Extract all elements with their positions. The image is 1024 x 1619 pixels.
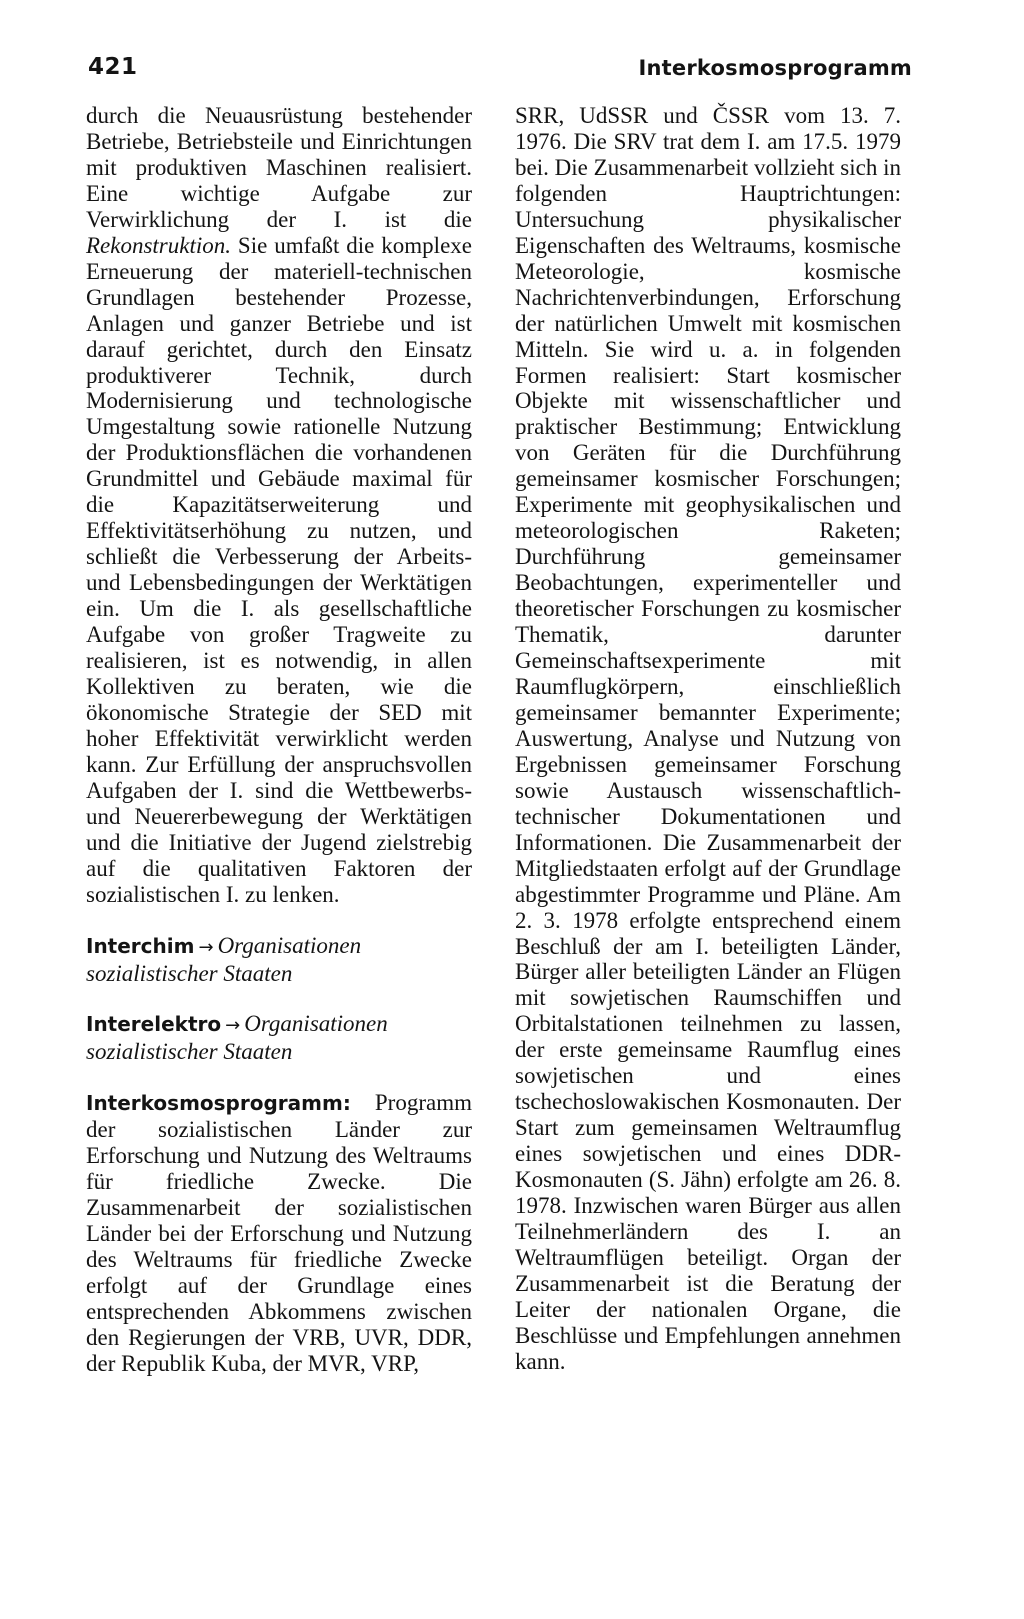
headword-interchim: Interchim [86, 933, 195, 958]
running-title: Interkosmosprogramm [638, 56, 912, 80]
left-column [86, 103, 472, 1377]
cross-reference-interelektro: Organisationen sozialistischer Staaten [86, 1011, 388, 1065]
entry-interchim [86, 933, 472, 987]
entry-interkosmosprogramm [86, 1090, 472, 1376]
entry-interelektro [86, 1011, 472, 1065]
italic-term-rekonstruktion: Rekonstruktion. [86, 232, 231, 258]
continuation-text-start: durch die Neuausrüstung bestehender Betriebe, Betriebsteile und Einrichtungen mit produktiven Maschinen realisiert. Eine wichtige Aufgabe zur Verwirklichung der I. ist die [86, 103, 472, 232]
continuation-text-end: Sie umfaßt die komplexe Erneuerung der materiell-technischen Grundlagen bestehender Prozesse, Anlagen und ganzer Betriebe und ist darauf gerichtet, durch den Einsatz produktiverer Technik, durch Modernisierung und technologische Umgestaltung sowie rationelle Nutzung der Produktionsflächen die vorhandenen Grundmittel und Gebäude maximal für die Kapazitätserweiterung und Effektivitätserhöhung zu nutzen, und schließt die Verbesserung der Arbeits- und Lebensbedingungen der Werktätigen ein. Um die I. als gesellschaftliche Aufgabe von großer Tragweite zu realisieren, ist es notwendig, in allen Kollektiven zu beraten, wie die ökonomische Strategie der SED mit hoher Effektivität verwirklicht werden kann. Zur Erfüllung der anspruchsvollen Aufgaben der I. sind die Wettbewerbs- und Neuererbewegung der Werktätigen und die Initiative der Jugend zielstrebig auf die qualitativen Faktoren der sozialistischen I. zu lenken. [86, 232, 472, 907]
cross-reference-interchim: Organisationen sozialistischer Staaten [86, 932, 362, 986]
headword-interelektro: Interelektro [86, 1012, 222, 1037]
cross-reference-arrow-icon: → [225, 1015, 241, 1037]
headword-interkosmosprogramm: Interkosmosprogramm: [86, 1091, 351, 1116]
page-number: 421 [88, 54, 138, 80]
continuation-paragraph [86, 103, 472, 908]
entry-interkosmosprogramm-continuation: SRR, UdSSR und ČSSR vom 13. 7. 1976. Die SRV trat dem I. am 17.5. 1979 bei. Die Zusammenarbeit vollzieht sich in folgenden Hauptrichtungen: Untersuchung physikalischer Eigenschaften des Weltraums, kosmische Meteorologie, kosmische Nachrichtenverbindungen, Erforschung der natürlichen Umwelt mit kosmischen Mitteln. Sie wird u. a. in folgenden Formen realisiert: Start kosmischer Objekte mit wissenschaftlicher und praktischer Bestimmung; Entwicklung von Geräten für die Durchführung gemeinsamer kosmischer Forschungen; Experimente mit geophysikalischen und meteorologischen Raketen; Durchführung gemeinsamer Beobachtungen, experimenteller und theoretischer Forschungen zu kosmischer Thematik, darunter Gemeinschaftsexperimente mit Raumflugkörpern, einschließlich gemeinsamer bemannter Experimente; Auswertung, Analyse und Nutzung von Ergebnissen gemeinsamer Forschung sowie Austausch wissenschaftlich-technischer Dokumentationen und Informationen. Die Zusammenarbeit der Mitgliedstaaten erfolgt auf der Grundlage abgestimmter Programme und Pläne. Am 2. 3. 1978 erfolgte entsprechend einem Beschluß der am I. beteiligten Länder, Bürger aller beteiligten Länder an Flügen mit sowjetischen Raumschiffen und Orbitalstationen teilnehmen zu lassen, der erste gemeinsame Raumflug eines sowjetischen und eines tschechoslowakischen Kosmonauten. Der Start zum gemeinsamen Weltraumflug eines sowjetischen und eines DDR-Kosmonauten (S. Jähn) erfolgte am 26. 8. 1978. Inzwischen waren Bürger aus allen Teilnehmerländern des I. an Weltraumflügen beteiligt. Organ der Zusammenarbeit ist die Beratung der Leiter der nationalen Organe, die Beschlüsse und Empfehlungen annehmen kann. [515, 103, 901, 1374]
entry-interkosmosprogramm-text: Programm der sozialistischen Länder zur Erforschung und Nutzung des Weltraums für friedliche Zwecke. Die Zusammenarbeit der sozialistischen Länder bei der Erforschung und Nutzung des Weltraums für friedliche Zwecke erfolgt auf der Grundlage eines entsprechenden Abkommens zwischen den Regierungen der VRB, UVR, DDR, der Republik Kuba, der MVR, VRP, [86, 1090, 472, 1376]
right-column [515, 103, 901, 1375]
cross-reference-arrow-icon: → [198, 936, 214, 958]
